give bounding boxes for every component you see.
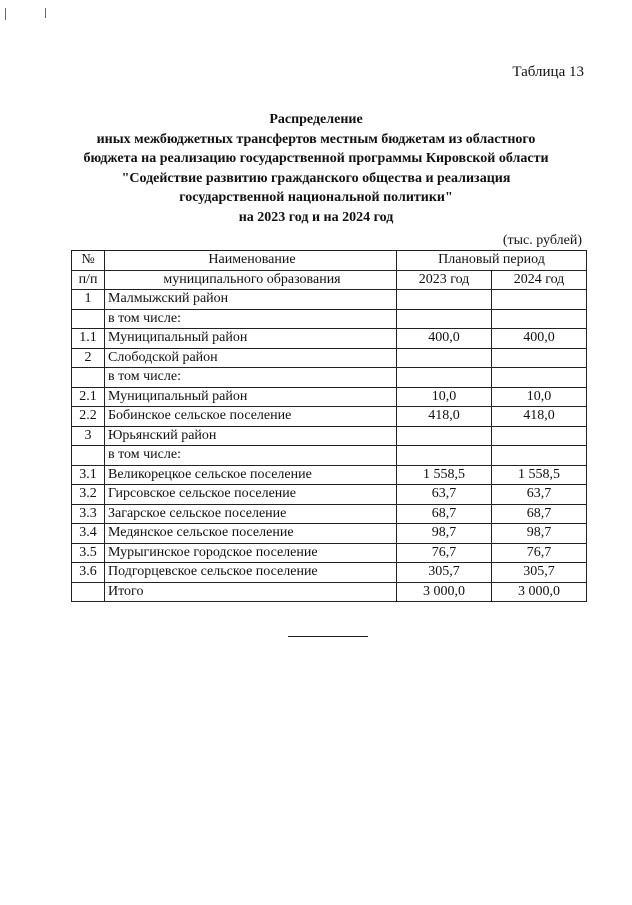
table-header-row [72,251,587,271]
title-line: бюджета на реализацию государственной программы Кировской области [83,151,549,166]
table-row [72,348,587,368]
row-number: 3.2 [72,485,105,505]
table-row [72,563,587,583]
table-row [72,329,587,349]
unit-label: (тыс. рублей) [502,233,582,248]
end-divider [288,636,368,637]
scan-mark [5,8,6,20]
table-row [72,309,587,329]
row-name: Медянское сельское поселение [105,524,397,544]
row-value-2023 [397,348,492,368]
row-number [72,582,105,602]
row-value-2024 [492,426,587,446]
title-line: иных межбюджетных трансфертов местным бюджетам из областного [96,131,536,147]
row-number: 3.4 [72,524,105,544]
table-row [72,426,587,446]
title-line: Распределение [269,112,363,127]
row-name: Слободской район [105,348,397,368]
table-row [72,504,587,524]
row-value-2023: 68,7 [397,504,492,524]
row-value-2024 [492,290,587,310]
row-value-2023 [397,290,492,310]
row-name: Муниципальный район [105,329,397,349]
row-name: Итого [105,582,397,602]
row-number [72,446,105,466]
header-year-2023: 2023 год [397,270,492,290]
table-row [72,290,587,310]
row-number: 3 [72,426,105,446]
row-value-2024: 68,7 [492,504,587,524]
table-row [72,465,587,485]
row-number: 3.1 [72,465,105,485]
row-name: Великорецкое сельское поселение [105,465,397,485]
row-value-2024 [492,446,587,466]
title-line: на 2023 год и на 2024 год [238,209,394,225]
header-period: Плановый период [397,251,587,271]
row-number: 1 [72,290,105,310]
row-name: Юрьянский район [105,426,397,446]
row-number: 3.6 [72,563,105,583]
row-name: Гирсовское сельское поселение [105,485,397,505]
row-value-2023: 305,7 [397,563,492,583]
document-title [40,110,592,227]
row-number [72,309,105,329]
scan-mark [45,8,46,18]
table-row [72,582,587,602]
row-value-2024 [492,368,587,388]
row-number [72,368,105,388]
row-number: 2.1 [72,387,105,407]
row-number: 2 [72,348,105,368]
row-name: Бобинское сельское поселение [105,407,397,427]
row-value-2023: 10,0 [397,387,492,407]
row-number: 3.3 [72,504,105,524]
row-number: 2.2 [72,407,105,427]
row-name: Подгорцевское сельское поселение [105,563,397,583]
table-row [72,446,587,466]
table-row [72,485,587,505]
table-row [72,407,587,427]
row-value-2023: 1 558,5 [397,465,492,485]
row-value-2023 [397,426,492,446]
table-row [72,368,587,388]
title-line: государственной национальной политики" [179,190,453,205]
row-value-2023: 3 000,0 [397,582,492,602]
row-number: 1.1 [72,329,105,349]
row-name: в том числе: [105,368,397,388]
row-value-2023: 63,7 [397,485,492,505]
transfers-table [71,250,587,602]
table-row [72,387,587,407]
row-value-2023 [397,309,492,329]
row-number: 3.5 [72,543,105,563]
row-value-2024 [492,309,587,329]
table-body [72,290,587,602]
table-label: Таблица 13 [512,64,584,80]
table-row [72,543,587,563]
header-num-bottom: п/п [72,270,105,290]
table-header-row [72,270,587,290]
row-name: Малмыжский район [105,290,397,310]
header-name-top: Наименование [105,251,397,271]
row-value-2024: 418,0 [492,407,587,427]
row-name: в том числе: [105,446,397,466]
row-value-2024 [492,348,587,368]
row-value-2024: 10,0 [492,387,587,407]
row-value-2024: 1 558,5 [492,465,587,485]
row-value-2023: 76,7 [397,543,492,563]
row-value-2024: 63,7 [492,485,587,505]
table-row [72,524,587,544]
row-value-2024: 98,7 [492,524,587,544]
row-value-2024: 305,7 [492,563,587,583]
row-value-2023: 400,0 [397,329,492,349]
row-value-2023: 418,0 [397,407,492,427]
header-num-top: № [72,251,105,271]
row-value-2024: 400,0 [492,329,587,349]
row-value-2024: 3 000,0 [492,582,587,602]
row-name: Муниципальный район [105,387,397,407]
row-value-2023: 98,7 [397,524,492,544]
row-name: Загарское сельское поселение [105,504,397,524]
title-line: "Содействие развитию гражданского общества и реализация [121,170,511,186]
row-value-2023 [397,446,492,466]
header-year-2024: 2024 год [492,270,587,290]
row-value-2024: 76,7 [492,543,587,563]
row-name: в том числе: [105,309,397,329]
row-value-2023 [397,368,492,388]
row-name: Мурыгинское городское поселение [105,543,397,563]
header-name-bottom: муниципального образования [105,270,397,290]
